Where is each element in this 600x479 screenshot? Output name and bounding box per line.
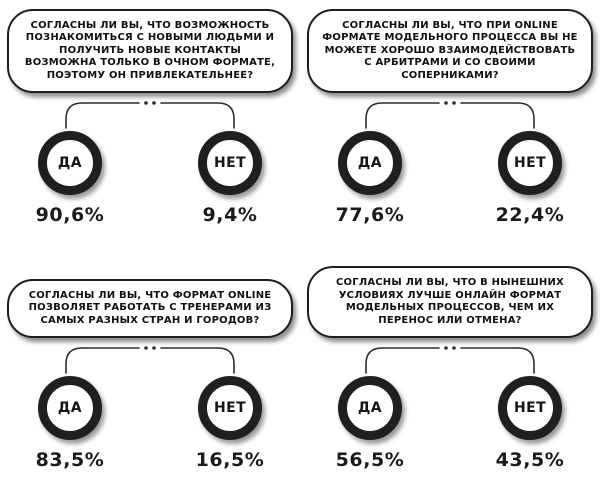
answers-row: [0, 129, 300, 226]
no-label: НЕТ: [513, 400, 547, 416]
yes-circle: [338, 131, 402, 195]
answers-row: [300, 129, 600, 226]
question-bubble: СОГЛАСНЫ ЛИ ВЫ, ЧТО ВОЗМОЖНОСТЬ ПОЗНАКОМИТЬСЯ С НОВЫМИ ЛЮДЬМИ И ПОЛУЧИТЬ НОВЫЕ КОНТАКТЫ ВОЗМОЖНА ТОЛЬКО В ОЧНОМ ФОРМАТЕ, ПОЭТОМУ ОН ПРИВЛЕКАТЕЛЬНЕЕ?: [7, 9, 293, 94]
no-circle: [498, 376, 562, 440]
no-label: НЕТ: [213, 400, 247, 416]
no-circle: [198, 131, 262, 195]
yes-percentage: 83,5%: [35, 449, 105, 471]
no-answer: [494, 376, 566, 471]
no-percentage: 9,4%: [202, 204, 258, 226]
yes-percentage: 77,6%: [335, 204, 405, 226]
no-percentage: 22,4%: [495, 204, 565, 226]
no-answer: [494, 131, 566, 226]
question-bubble: СОГЛАСНЫ ЛИ ВЫ, ЧТО ФОРМАТ ONLINE ПОЗВОЛЯЕТ РАБОТАТЬ С ТРЕНЕРАМИ ИЗ САМЫХ РАЗНЫХ СТРАН И ГОРОДОВ?: [7, 279, 293, 339]
question-bubble-zone: [300, 245, 600, 340]
survey-panel-3: [0, 245, 300, 479]
question-bubble: СОГЛАСНЫ ЛИ ВЫ, ЧТО ПРИ ONLINE ФОРМАТЕ МОДЕЛЬНОГО ПРОЦЕССА ВЫ НЕ МОЖЕТЕ ХОРОШО ВЗАИМОДЕЙСТВОВАТЬ С АРБИТРАМИ И СО СВОИМИ СОПЕРНИКАМИ?: [307, 9, 593, 94]
no-answer: [194, 131, 266, 226]
yes-circle: [38, 376, 102, 440]
yes-circle: [338, 376, 402, 440]
no-circle: [498, 131, 562, 195]
yes-answer: [334, 376, 406, 471]
survey-panel-2: [300, 0, 600, 245]
survey-panel-4: [300, 245, 600, 479]
yes-percentage: 56,5%: [335, 449, 405, 471]
yes-label: ДА: [57, 400, 83, 416]
no-answer: [194, 376, 266, 471]
question-bubble: СОГЛАСНЫ ЛИ ВЫ, ЧТО В НЫНЕШНИХ УСЛОВИЯХ ЛУЧШЕ ОНЛАЙН ФОРМАТ МОДЕЛЬНЫХ ПРОЦЕССОВ, ЧЕМ ИХ ПЕРЕНОС ИЛИ ОТМЕНА?: [307, 266, 593, 338]
yes-answer: [34, 376, 106, 471]
yes-answer: [334, 131, 406, 226]
yes-label: ДА: [357, 155, 383, 171]
yes-answer: [34, 131, 106, 226]
bracket-connector-zone: [300, 95, 600, 129]
yes-label: ДА: [57, 155, 83, 171]
bracket-connector-icon: [360, 99, 540, 129]
answers-row: [300, 374, 600, 471]
yes-circle: [38, 131, 102, 195]
survey-panel-1: [0, 0, 300, 245]
no-label: НЕТ: [513, 155, 547, 171]
yes-percentage: 90,6%: [35, 204, 105, 226]
bracket-connector-icon: [360, 344, 540, 374]
no-label: НЕТ: [213, 155, 247, 171]
no-percentage: 43,5%: [495, 449, 565, 471]
bracket-connector-zone: [0, 340, 300, 374]
no-percentage: 16,5%: [195, 449, 265, 471]
no-circle: [198, 376, 262, 440]
bracket-connector-zone: [300, 340, 600, 374]
question-bubble-zone: [0, 245, 300, 340]
bracket-connector-icon: [60, 344, 240, 374]
bracket-connector-zone: [0, 95, 300, 129]
question-bubble-zone: [0, 0, 300, 95]
answers-row: [0, 374, 300, 471]
question-bubble-zone: [300, 0, 600, 95]
yes-label: ДА: [357, 400, 383, 416]
bracket-connector-icon: [60, 99, 240, 129]
